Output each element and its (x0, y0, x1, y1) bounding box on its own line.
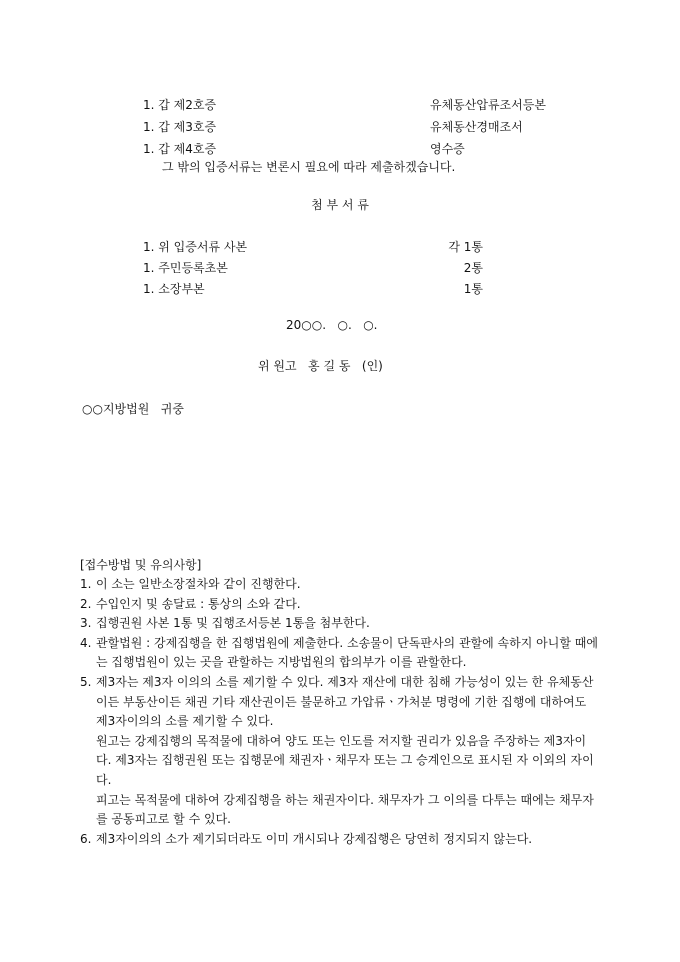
evidence-label-1: 유체동산압류조서등본 (430, 98, 546, 112)
note-item: 3. 집행권원 사본 1통 및 집행조서등본 1통을 첨부한다. (80, 616, 370, 631)
notes-title: [접수방법 및 유의사항] (80, 558, 202, 572)
note-item: 6. 제3자이의의 소가 제기되더라도 이미 개시되나 강제집행은 당연히 정지되지 않는다. (80, 831, 533, 846)
evidence-number-3: 1. 갑 제4호증 (143, 142, 217, 156)
evidence-label-2: 유체동산경매조서 (430, 120, 523, 134)
evidence-label-3: 영수증 (430, 142, 465, 156)
court-addressee: ○○지방법원 귀중 (82, 402, 184, 416)
note-item: 1. 이 소는 일반소장절차와 같이 진행한다. (80, 577, 301, 591)
note-item: 2. 수입인지 및 송달료 : 통상의 소와 같다. (80, 596, 301, 611)
notes-list (80, 575, 600, 849)
evidence-note: 그 밖의 입증서류는 변론시 필요에 따라 제출하겠습니다. (162, 160, 456, 174)
evidence-number-1: 1. 갑 제2호증 (143, 98, 217, 112)
attachments-title: 첨 부 서 류 (311, 198, 369, 212)
plaintiff-signature: 위 원고 홍 길 동 (인) (258, 359, 383, 373)
evidence-number-2: 1. 갑 제3호증 (143, 120, 217, 134)
attachment-count-1: 각 1통 (448, 240, 483, 254)
document-date: 20○○. ○. ○. (286, 318, 378, 332)
note-item: 5. 제3자는 제3자 이의의 소를 제기할 수 있다. 제3자 재산에 대한 침해 가능성이 있는 한 유체동산이든 부동산이든 채권 기타 재산권이든 불문하고 가압류ㆍ가처분 명령에 기한 집행에 대하여도 제3자이의의 소를 제기할 수 있다. 원고는 강제집행의 목적물에 대하여 양도 또는 인도를 저지할 권리가 있음을 주장하는 제3자이다. 제3자는 집행권원 또는 집행문에 채권자ㆍ채무자 또는 그 승계인으로 표시된 자 이외의 자이다. 피고는 목적물에 대하여 강제집행을 하는 채권자이다. 채무자가 그 이의를 다투는 때에는 채무자를 공동피고로 할 수 있다. (80, 674, 594, 827)
attachment-name-3: 1. 소장부본 (143, 282, 205, 296)
note-item: 4. 관할법원 : 강제집행을 한 집행법원에 제출한다. 소송물이 단독판사의 관할에 속하지 아니할 때에는 집행법원이 있는 곳을 관할하는 지방법원의 합의부가 이를 관할한다. (80, 635, 598, 670)
attachment-count-2: 2통 (463, 261, 483, 275)
attachment-name-1: 1. 위 입증서류 사본 (143, 240, 248, 254)
attachment-name-2: 1. 주민등록초본 (143, 261, 228, 275)
attachment-count-3: 1통 (463, 282, 483, 296)
